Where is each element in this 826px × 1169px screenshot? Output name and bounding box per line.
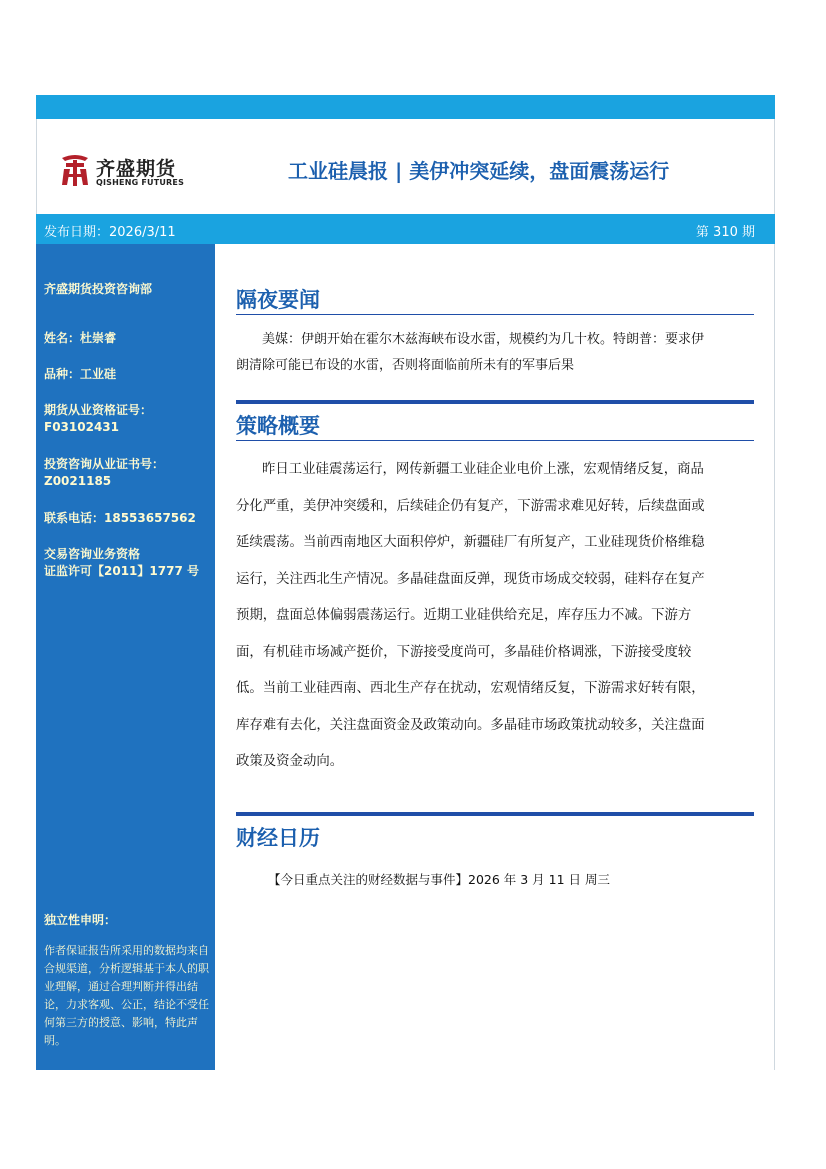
strategy-paragraph: 昨日工业硅震荡运行，网传新疆工业硅企业电价上涨，宏观情绪反复，商品分化严重，美伊冲突缓和，后续硅企仍有复产，下游需求难见好转，后续盘面或延续震荡。当前西南地区大面积停炉，新疆硅厂有所复产，工业硅现货价格维稳运行，关注西北生产情况。多晶硅盘面反弹，现货市场成交较弱，硅料存在复产预期，盘面总体偏弱震荡运行。近期工业硅供给充足，库存压力不减。下游方面，有机硅市场减产挺价，下游接受度尚可，多晶硅价格调涨，下游接受度较低。当前工业硅西南、西北生产存在扰动，宏观情绪反复，下游需求好转有限，库存难有去化，关注盘面资金及政策动向。多晶硅市场政策扰动较多，关注盘面政策及资金动向。 <box>236 462 705 769</box>
futures-cert-number: F03102431 <box>44 420 119 434</box>
qisheng-logo-icon <box>58 152 92 188</box>
section-title-news: 隔夜要闻 <box>236 288 320 312</box>
logo-english-name: QISHENG FUTURES <box>96 178 185 187</box>
license-line-1: 交易咨询业务资格 <box>44 547 141 561</box>
variety: 品种：工业硅 <box>44 367 117 381</box>
company-logo <box>58 152 208 192</box>
section-title-strategy: 策略概要 <box>236 414 320 438</box>
top-banner <box>36 95 775 119</box>
license-line-2: 证监许可【2011】1777 号 <box>44 564 199 578</box>
logo-chinese-name: 齐盛期货 <box>96 158 177 180</box>
advisory-cert-number: Z0021185 <box>44 474 112 488</box>
section-divider <box>236 812 754 816</box>
calendar-heading: 【今日重点关注的财经数据与事件】2026 年 3 月 11 日 周三 <box>268 872 611 887</box>
section-divider <box>236 400 754 404</box>
report-title: 工业硅晨报 | 美伊冲突延续，盘面震荡运行 <box>288 159 670 183</box>
department: 齐盛期货投资咨询部 <box>44 282 153 296</box>
independence-statement: 作者保证报告所采用的数据均来自合规渠道，分析逻辑基于本人的职业理解，通过合理判断并得出结论，力求客观、公正，结论不受任何第三方的授意、影响，特此声明。 <box>44 944 209 1047</box>
contact-phone: 联系电话：18553657562 <box>44 511 196 525</box>
date-bar <box>36 214 775 244</box>
futures-cert-label: 期货从业资格证号： <box>44 403 153 417</box>
independence-title: 独立性申明： <box>44 913 117 927</box>
publish-date: 发布日期：2026/3/11 <box>44 225 176 240</box>
section-divider <box>236 314 754 315</box>
author-sidebar <box>36 244 215 1070</box>
section-divider <box>236 440 754 441</box>
issue-number: 第 310 期 <box>695 225 755 240</box>
analyst-name: 姓名：杜崇睿 <box>44 331 117 345</box>
section-title-calendar: 财经日历 <box>236 826 320 850</box>
advisory-cert-label: 投资咨询从业证书号： <box>44 457 165 471</box>
news-paragraph: 美媒：伊朗开始在霍尔木兹海峡布设水雷，规模约为几十枚。特朗普：要求伊朗清除可能已布设的水雷，否则将面临前所未有的军事后果 <box>236 332 705 373</box>
